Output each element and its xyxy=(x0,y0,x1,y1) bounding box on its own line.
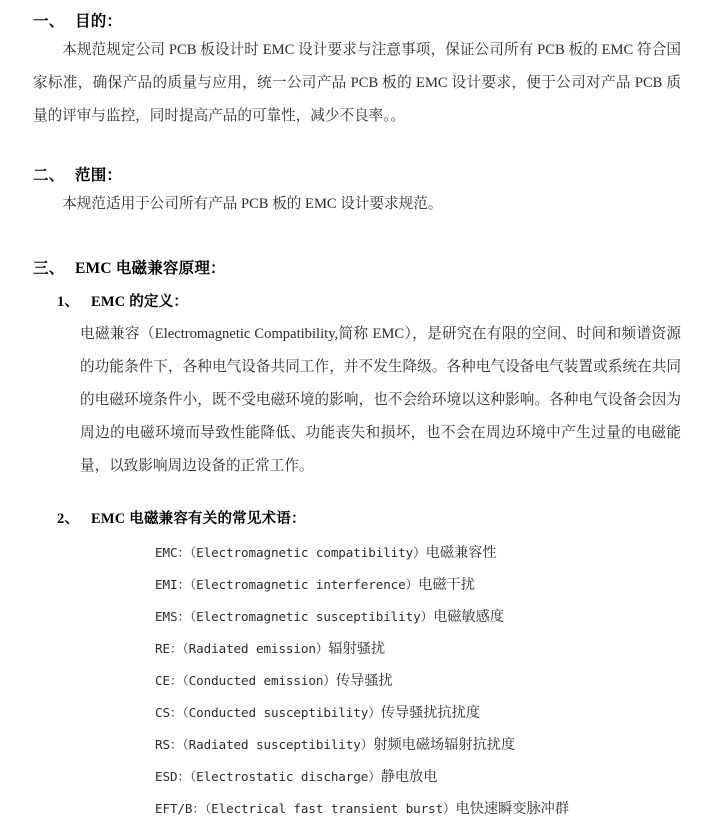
section-number: 三、 xyxy=(33,260,65,277)
list-item xyxy=(155,729,569,761)
subsection-number: 2、 xyxy=(57,511,80,527)
term-chinese: 射频电磁场辐射抗扰度 xyxy=(373,737,516,753)
section-body-purpose: 本规范规定公司 PCB 板设计时 EMC 设计要求与注意事项，保证公司所有 PCB 板的 EMC 符合国家标准，确保产品的质量与应用，统一公司产品 PCB 板的 EMC 设计要求，便于公司对产品 PCB 质量的评审与监控，同时提高产品的可靠性，减少不良率。。 xyxy=(33,42,681,124)
section-body-scope: 本规范适用于公司所有产品 PCB 板的 EMC 设计要求规范。 xyxy=(62,196,443,212)
term-english: （Electromagnetic compatibility） xyxy=(189,545,426,560)
section-title: EMC 电磁兼容原理： xyxy=(75,260,226,277)
term-chinese: 静电放电 xyxy=(380,769,438,785)
term-english: （Conducted susceptibility） xyxy=(182,705,381,720)
section-heading-scope xyxy=(33,163,122,185)
term-chinese: 传导骚扰抗扰度 xyxy=(380,705,481,721)
list-item xyxy=(155,665,569,697)
list-item xyxy=(155,697,569,729)
section-number: 二、 xyxy=(33,167,65,184)
subsection-title: EMC 电磁兼容有关的常见术语： xyxy=(91,511,306,527)
term-english: （Electrostatic discharge） xyxy=(189,769,381,784)
term-english: （Conducted emission） xyxy=(182,673,336,688)
term-english: （Electrical fast transient burst） xyxy=(204,801,456,816)
section-title: 范围： xyxy=(75,167,123,184)
term-chinese: 电磁兼容性 xyxy=(425,545,497,561)
section-title: 目的： xyxy=(75,13,123,30)
list-item xyxy=(155,633,569,665)
subsection-heading-emc-terminology xyxy=(57,507,306,528)
list-item xyxy=(155,793,569,825)
term-abbreviation: EFT/B： xyxy=(155,801,205,816)
term-chinese: 辐射骚扰 xyxy=(328,641,386,657)
term-abbreviation: CE： xyxy=(155,673,183,688)
subsection-title: EMC 的定义： xyxy=(91,294,189,310)
section-heading-purpose xyxy=(33,9,122,31)
term-abbreviation: EMS： xyxy=(155,609,190,624)
subsection-number: 1、 xyxy=(57,294,80,310)
term-chinese: 电磁敏感度 xyxy=(433,609,505,625)
term-english: （Electromagnetic interference） xyxy=(189,577,419,592)
list-item xyxy=(155,761,569,793)
term-abbreviation: ESD： xyxy=(155,769,190,784)
list-item xyxy=(155,601,569,633)
subsection-body-emc-definition: 电磁兼容（Electromagnetic Compatibility,简称 EMC），是研究在有限的空间、时间和频谱资源的功能条件下，各种电气设备共同工作，并不发生降级。各种电气设备电气装置或系统在共同的电磁环境条件小，既不受电磁环境的影响，也不会给环境以这种影响。各种电气设备会因为周边的电磁环境而导致性能降低、功能丧失和损坏，也不会在周边环境中产生过量的电磁能量，以致影响周边设备的正常工作。 xyxy=(80,326,681,474)
term-english: （Electromagnetic susceptibility） xyxy=(189,609,434,624)
section-number: 一、 xyxy=(33,13,65,30)
term-chinese: 电磁干扰 xyxy=(418,577,475,593)
list-item xyxy=(155,569,569,601)
term-abbreviation: EMI： xyxy=(155,577,190,592)
term-chinese: 传导骚扰 xyxy=(335,673,393,689)
list-item xyxy=(155,537,569,569)
term-english: （Radiated emission） xyxy=(182,641,329,656)
term-chinese: 电快速瞬变脉冲群 xyxy=(455,801,570,817)
subsection-heading-emc-definition xyxy=(57,290,188,311)
term-english: （Radiated susceptibility） xyxy=(182,737,374,752)
term-abbreviation: RE： xyxy=(155,641,183,656)
term-abbreviation: EMC： xyxy=(155,545,190,560)
terminology-list xyxy=(155,537,569,825)
term-abbreviation: CS： xyxy=(155,705,183,720)
term-abbreviation: RS： xyxy=(155,737,183,752)
section-heading-emc-principle xyxy=(33,256,226,278)
